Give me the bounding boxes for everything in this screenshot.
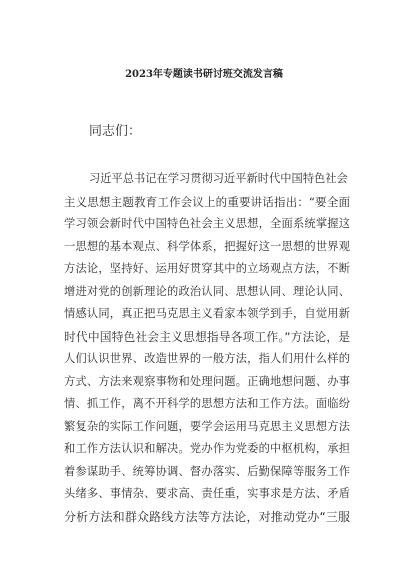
body-line: 方式、方法来观察事物和处理问题。正确地想问题、办事: [64, 374, 350, 388]
body-line: 时代中国特色社会主义思想指导各项工作。”方法论，是: [64, 329, 350, 344]
body-line: 主义思想主题教育工作会议上的重要讲话指出：“要全面: [64, 194, 350, 209]
body-line: 情、抓工作，离不开科学的思想方法和工作方法。面临纷: [64, 397, 350, 410]
salutation: 同志们：: [89, 124, 142, 139]
body-line: 分析方法和群众路线方法等方法论，对推动党办“三服: [64, 509, 350, 524]
document-title: 2023年专题读书研讨班交流发言稿: [125, 69, 283, 80]
body-line: 和工作方法认识和解决。党办作为党委的中枢机构，承担: [64, 442, 350, 455]
body-line: 繁复杂的实际工作问题，要学会运用马克思主义思想方法: [64, 419, 350, 433]
body-line: 着参谋助手、统筹协调、督办落实、后勤保障等服务工作: [64, 464, 350, 478]
body-line: 方法论，坚持好、运用好贯穿其中的立场观点方法，不断: [64, 262, 350, 275]
body-line: 学习领会新时代中国特色社会主义思想，全面系统掌握这: [64, 217, 350, 230]
body-line: 情感认同，真正把马克思主义看家本领学到手，自觉用新: [64, 307, 350, 320]
body-line: 人们认识世界、改造世界的一般方法，指人们用什么样的: [64, 352, 350, 365]
body-line: 增进对党的创新理论的政治认同、思想认同、理论认同、: [64, 284, 350, 298]
body-line: 习近平总书记在学习贯彻习近平新时代中国特色社会: [89, 172, 348, 185]
body-line: 一思想的基本观点、科学体系，把握好这一思想的世界观: [64, 239, 350, 253]
body-line: 头绪多、事情杂、要求高、责任重，实事求是方法、矛盾: [64, 487, 350, 500]
